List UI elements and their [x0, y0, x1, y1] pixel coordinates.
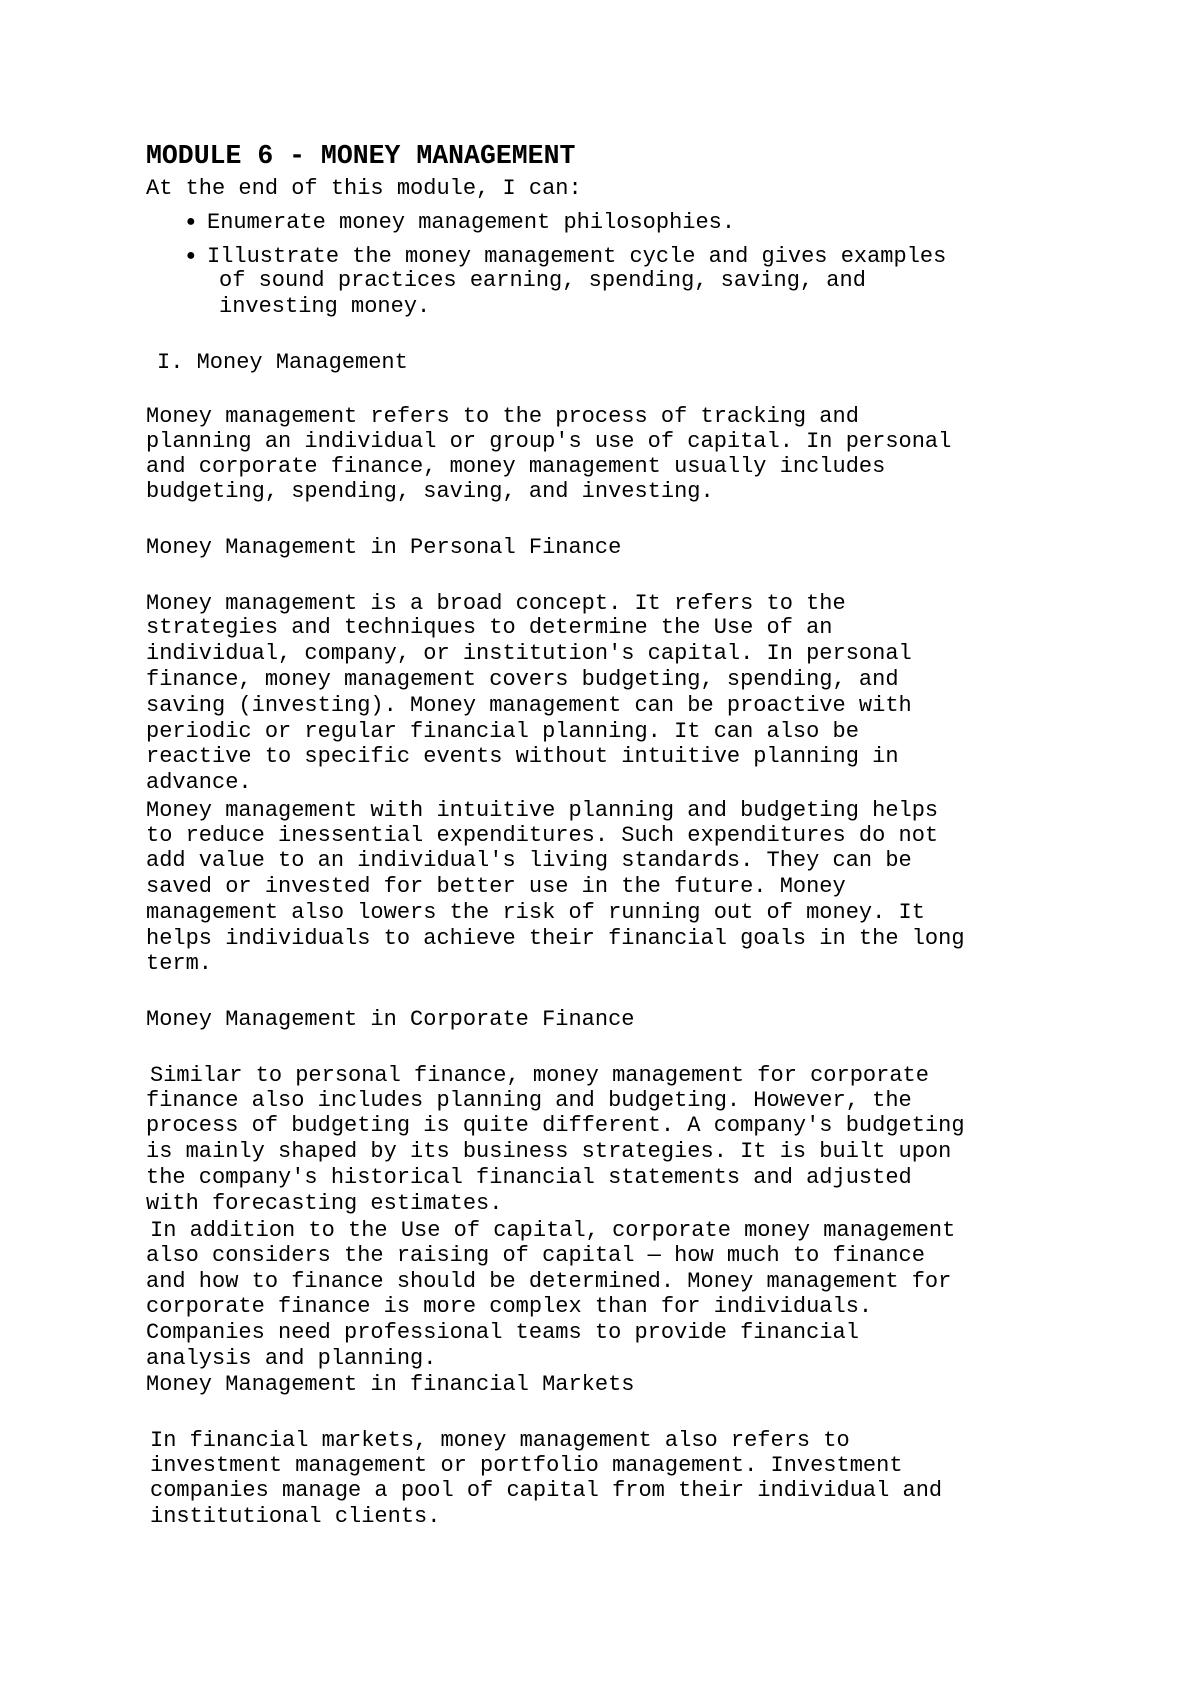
- section-heading-money-management: I. Money Management: [157, 350, 408, 375]
- paragraph-line: Companies need professional teams to provide financial: [146, 1320, 859, 1345]
- paragraph-line: advance.: [146, 770, 252, 795]
- paragraph-line: the company's historical financial statements and adjusted: [146, 1165, 912, 1190]
- paragraph-line: budgeting, spending, saving, and investing.: [146, 479, 714, 504]
- paragraph-line: corporate finance is more complex than for individuals.: [146, 1294, 873, 1319]
- paragraph-line: is mainly shaped by its business strategies. It is built upon: [146, 1139, 952, 1164]
- paragraph-line: saved or invested for better use in the future. Money: [146, 874, 846, 899]
- bullet-icon: ●: [186, 247, 196, 265]
- paragraph-line: finance also includes planning and budgeting. However, the: [146, 1088, 912, 1113]
- paragraph-line: analysis and planning.: [146, 1346, 437, 1371]
- paragraph-line: investment management or portfolio management. Investment: [150, 1453, 903, 1478]
- paragraph-line: strategies and techniques to determine the Use of an: [146, 615, 833, 640]
- paragraph-line: saving (investing). Money management can be proactive with: [146, 693, 912, 718]
- paragraph-line: finance, money management covers budgeting, spending, and: [146, 667, 899, 692]
- paragraph-line: term.: [146, 951, 213, 976]
- paragraph-line: In addition to the Use of capital, corporate money management: [150, 1218, 956, 1243]
- paragraph-line: Money management refers to the process of tracking and: [146, 404, 859, 429]
- paragraph-line: with forecasting estimates.: [146, 1191, 503, 1216]
- section-heading-corporate-finance: Money Management in Corporate Finance: [146, 1007, 635, 1032]
- intro-text: At the end of this module, I can:: [146, 176, 582, 201]
- paragraph-line: companies manage a pool of capital from their individual and: [150, 1478, 943, 1503]
- paragraph-line: process of budgeting is quite different. A company's budgeting: [146, 1113, 965, 1138]
- paragraph-line: Similar to personal finance, money management for corporate: [150, 1063, 929, 1088]
- paragraph-line: individual, company, or institution's capital. In personal: [146, 641, 912, 666]
- module-title: MODULE 6 - MONEY MANAGEMENT: [146, 141, 576, 171]
- paragraph-line: helps individuals to achieve their financial goals in the long: [146, 926, 965, 951]
- paragraph-line: Money management is a broad concept. It refers to the: [146, 591, 846, 616]
- paragraph-line: to reduce inessential expenditures. Such expenditures do not: [146, 823, 939, 848]
- objective-line: of sound practices earning, spending, saving, and: [219, 268, 866, 293]
- paragraph-line: and how to finance should be determined. Money management for: [146, 1269, 952, 1294]
- paragraph-line: In financial markets, money management also refers to: [150, 1428, 850, 1453]
- paragraph-line: Money management with intuitive planning and budgeting helps: [146, 798, 939, 823]
- paragraph-line: also considers the raising of capital — how much to finance: [146, 1243, 925, 1268]
- objective-line: investing money.: [219, 294, 431, 319]
- section-heading-personal-finance: Money Management in Personal Finance: [146, 535, 622, 560]
- section-heading-financial-markets: Money Management in financial Markets: [146, 1372, 635, 1397]
- paragraph-line: planning an individual or group's use of capital. In personal: [146, 429, 952, 454]
- paragraph-line: reactive to specific events without intuitive planning in: [146, 744, 899, 769]
- bullet-icon: ●: [186, 213, 196, 231]
- objective-line: Illustrate the money management cycle and gives examples: [207, 244, 947, 269]
- paragraph-line: periodic or regular financial planning. It can also be: [146, 719, 859, 744]
- objective-line: Enumerate money management philosophies.: [207, 210, 736, 235]
- paragraph-line: add value to an individual's living standards. They can be: [146, 848, 912, 873]
- paragraph-line: and corporate finance, money management usually includes: [146, 454, 886, 479]
- paragraph-line: institutional clients.: [150, 1504, 441, 1529]
- paragraph-line: management also lowers the risk of running out of money. It: [146, 900, 925, 925]
